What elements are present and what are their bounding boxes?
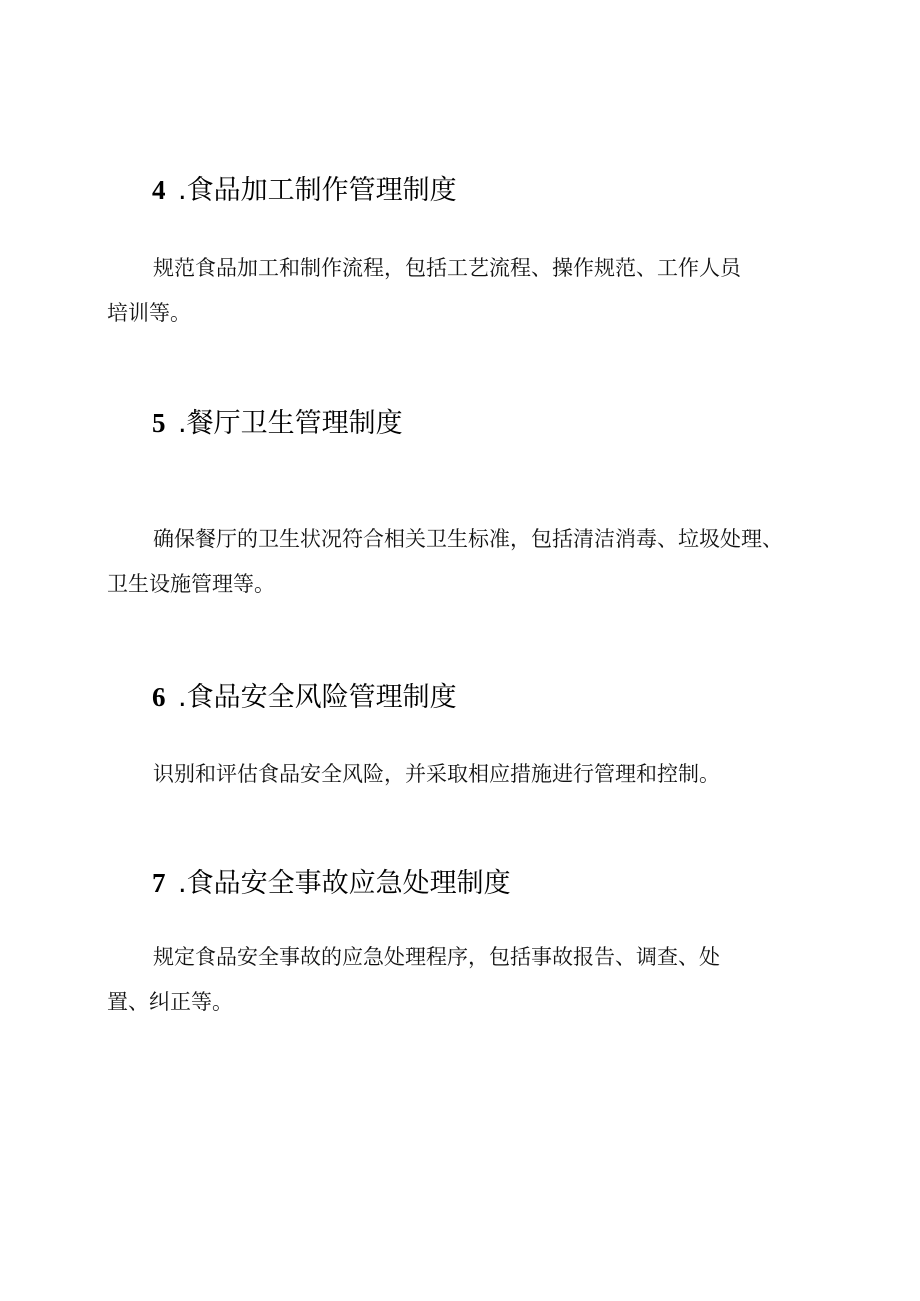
section-number: 4 [152, 175, 166, 205]
section-number: 5 [152, 408, 166, 438]
section-heading-6 [152, 680, 457, 715]
paragraph-line: 确保餐厅的卫生状况符合相关卫生标准，包括清洁消毒、垃圾处理、 [153, 527, 783, 551]
paragraph-line: 置、纠正等。 [107, 990, 233, 1014]
section-title: .食品加工制作管理制度 [178, 175, 457, 206]
section-heading-5 [152, 406, 403, 441]
section-number: 7 [152, 868, 166, 898]
section-number: 6 [152, 682, 166, 712]
section-paragraph-6 [107, 752, 827, 797]
paragraph-line: 培训等。 [107, 301, 191, 325]
section-title: .餐厅卫生管理制度 [178, 408, 403, 439]
section-title: .食品安全风险管理制度 [178, 682, 457, 713]
section-title: .食品安全事故应急处理制度 [178, 868, 511, 899]
paragraph-line: 卫生设施管理等。 [107, 572, 275, 596]
paragraph-line: 识别和评估食品安全风险，并采取相应措施进行管理和控制。 [153, 762, 720, 786]
section-heading-7 [152, 866, 511, 901]
section-paragraph-7 [107, 935, 827, 1025]
section-heading-4 [152, 173, 457, 208]
section-paragraph-5 [107, 517, 827, 607]
section-paragraph-4 [107, 246, 827, 336]
paragraph-line: 规定食品安全事故的应急处理程序，包括事故报告、调查、处 [153, 945, 720, 969]
paragraph-line: 规范食品加工和制作流程，包括工艺流程、操作规范、工作人员 [153, 256, 741, 280]
